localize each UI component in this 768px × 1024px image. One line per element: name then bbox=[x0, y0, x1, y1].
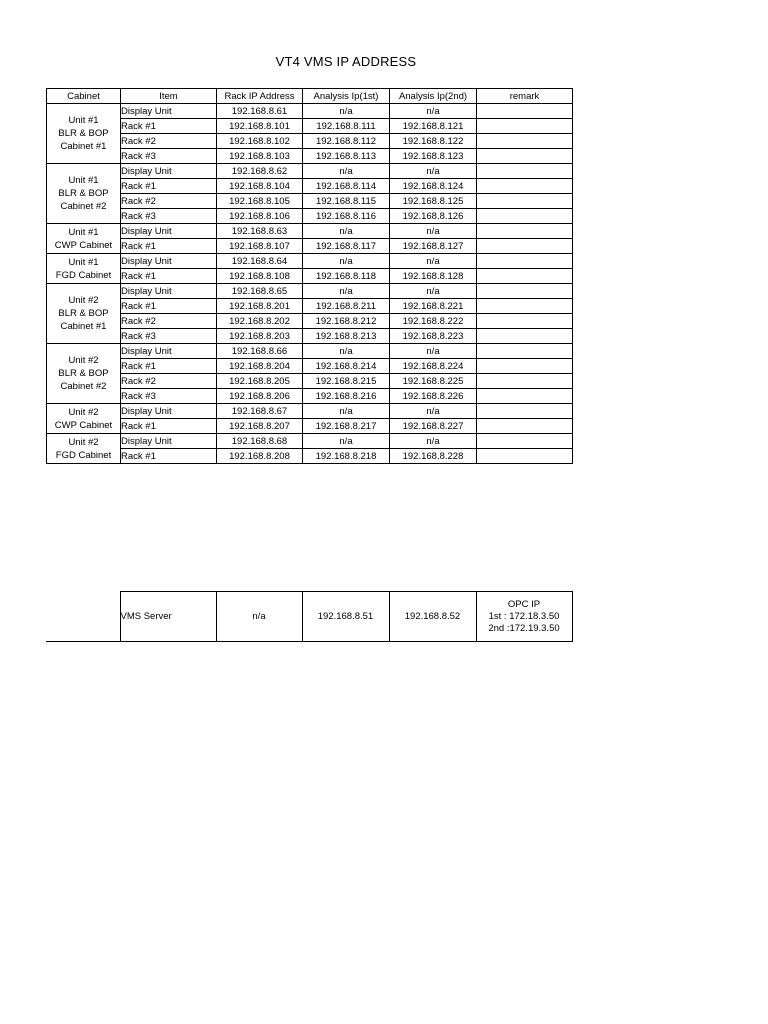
item-cell: Rack #1 bbox=[121, 119, 217, 134]
table-row bbox=[47, 284, 573, 299]
rack-ip-cell: 192.168.8.202 bbox=[217, 314, 303, 329]
analysis-1st-cell: 192.168.8.115 bbox=[303, 194, 390, 209]
analysis-1st-cell: 192.168.8.213 bbox=[303, 329, 390, 344]
analysis-1st-cell: n/a bbox=[303, 224, 390, 239]
analysis-2nd-cell: n/a bbox=[390, 224, 477, 239]
analysis-2nd-cell: n/a bbox=[390, 164, 477, 179]
rack-ip-cell: 192.168.8.102 bbox=[217, 134, 303, 149]
table-row bbox=[47, 449, 573, 464]
item-cell: Rack #3 bbox=[121, 389, 217, 404]
cabinet-label-line: Unit #2 bbox=[68, 355, 99, 366]
rack-ip-cell: 192.168.8.62 bbox=[217, 164, 303, 179]
server-remark-line: OPC IP bbox=[507, 598, 541, 610]
server-remark bbox=[476, 592, 572, 642]
table-row bbox=[47, 374, 573, 389]
item-cell: Rack #1 bbox=[121, 239, 217, 254]
cabinet-label-line: BLR & BOP bbox=[58, 368, 109, 379]
table-row bbox=[47, 209, 573, 224]
analysis-1st-cell: 192.168.8.211 bbox=[303, 299, 390, 314]
cabinet-label-line: CWP Cabinet bbox=[54, 239, 113, 251]
analysis-2nd-cell: 192.168.8.128 bbox=[390, 269, 477, 284]
analysis-2nd-cell: n/a bbox=[390, 254, 477, 269]
table-row bbox=[47, 419, 573, 434]
item-cell: Rack #1 bbox=[121, 419, 217, 434]
remark-cell bbox=[477, 344, 573, 359]
item-cell: Rack #3 bbox=[121, 329, 217, 344]
item-cell: Display Unit bbox=[121, 434, 217, 449]
item-cell: Display Unit bbox=[121, 254, 217, 269]
server-empty-cell bbox=[46, 592, 120, 642]
rack-ip-cell: 192.168.8.108 bbox=[217, 269, 303, 284]
analysis-2nd-cell: 192.168.8.122 bbox=[390, 134, 477, 149]
rack-ip-cell: 192.168.8.208 bbox=[217, 449, 303, 464]
cabinet-label-line: FGD Cabinet bbox=[55, 269, 112, 281]
table-row bbox=[47, 179, 573, 194]
remark-cell bbox=[477, 329, 573, 344]
table-row bbox=[47, 149, 573, 164]
header-rack-ip: Rack IP Address bbox=[217, 89, 303, 104]
item-cell: Display Unit bbox=[121, 164, 217, 179]
item-cell: Rack #3 bbox=[121, 149, 217, 164]
analysis-2nd-cell: 192.168.8.223 bbox=[390, 329, 477, 344]
analysis-2nd-cell: n/a bbox=[390, 104, 477, 119]
rack-ip-cell: 192.168.8.205 bbox=[217, 374, 303, 389]
item-cell: Rack #1 bbox=[121, 359, 217, 374]
cabinet-cell bbox=[47, 284, 121, 344]
cabinet-label-line: BLR & BOP bbox=[58, 128, 109, 139]
remark-cell bbox=[477, 314, 573, 329]
cabinet-label-line: Cabinet #2 bbox=[60, 201, 107, 212]
rack-ip-cell: 192.168.8.201 bbox=[217, 299, 303, 314]
analysis-1st-cell: 192.168.8.118 bbox=[303, 269, 390, 284]
remark-cell bbox=[477, 209, 573, 224]
remark-cell bbox=[477, 389, 573, 404]
cabinet-label-line: Unit #2 bbox=[68, 436, 99, 448]
analysis-2nd-cell: n/a bbox=[390, 434, 477, 449]
remark-cell bbox=[477, 254, 573, 269]
remark-cell bbox=[477, 419, 573, 434]
table-row bbox=[47, 269, 573, 284]
ip-table-body bbox=[47, 104, 573, 464]
item-cell: Rack #1 bbox=[121, 179, 217, 194]
rack-ip-cell: 192.168.8.104 bbox=[217, 179, 303, 194]
item-cell: Rack #3 bbox=[121, 209, 217, 224]
rack-ip-cell: 192.168.8.207 bbox=[217, 419, 303, 434]
cabinet-label-line: Unit #1 bbox=[68, 115, 99, 126]
remark-cell bbox=[477, 269, 573, 284]
analysis-1st-cell: n/a bbox=[303, 164, 390, 179]
item-cell: Display Unit bbox=[121, 284, 217, 299]
table-row bbox=[47, 434, 573, 449]
analysis-1st-cell: n/a bbox=[303, 404, 390, 419]
table-row bbox=[47, 254, 573, 269]
server-analysis-1st: 192.168.8.51 bbox=[302, 592, 389, 642]
cabinet-cell bbox=[47, 434, 121, 464]
analysis-1st-cell: 192.168.8.114 bbox=[303, 179, 390, 194]
remark-cell bbox=[477, 299, 573, 314]
table-row bbox=[47, 194, 573, 209]
analysis-1st-cell: 192.168.8.218 bbox=[303, 449, 390, 464]
cabinet-label-line: Cabinet #1 bbox=[60, 141, 107, 152]
vms-server-table bbox=[46, 591, 573, 642]
remark-cell bbox=[477, 449, 573, 464]
cabinet-cell bbox=[47, 224, 121, 254]
rack-ip-cell: 192.168.8.101 bbox=[217, 119, 303, 134]
analysis-1st-cell: 192.168.8.111 bbox=[303, 119, 390, 134]
item-cell: Display Unit bbox=[121, 104, 217, 119]
analysis-2nd-cell: 192.168.8.127 bbox=[390, 239, 477, 254]
item-cell: Display Unit bbox=[121, 404, 217, 419]
analysis-1st-cell: n/a bbox=[303, 434, 390, 449]
header-cabinet: Cabinet bbox=[47, 89, 121, 104]
remark-cell bbox=[477, 359, 573, 374]
analysis-1st-cell: 192.168.8.216 bbox=[303, 389, 390, 404]
analysis-1st-cell: n/a bbox=[303, 284, 390, 299]
analysis-1st-cell: 192.168.8.214 bbox=[303, 359, 390, 374]
item-cell: Rack #2 bbox=[121, 134, 217, 149]
remark-cell bbox=[477, 104, 573, 119]
analysis-1st-cell: 192.168.8.113 bbox=[303, 149, 390, 164]
analysis-2nd-cell: 192.168.8.126 bbox=[390, 209, 477, 224]
remark-cell bbox=[477, 239, 573, 254]
rack-ip-cell: 192.168.8.66 bbox=[217, 344, 303, 359]
header-remark: remark bbox=[477, 89, 573, 104]
page-title: VT4 VMS IP ADDRESS bbox=[275, 54, 417, 69]
server-item: VMS Server bbox=[120, 592, 216, 642]
rack-ip-cell: 192.168.8.68 bbox=[217, 434, 303, 449]
server-remark-line: 2nd :172.19.3.50 bbox=[488, 622, 560, 634]
cabinet-label-line: Cabinet #1 bbox=[60, 321, 107, 332]
header-item: Item bbox=[121, 89, 217, 104]
table-row bbox=[47, 239, 573, 254]
analysis-2nd-cell: 192.168.8.121 bbox=[390, 119, 477, 134]
remark-cell bbox=[477, 404, 573, 419]
cabinet-label-line: Unit #2 bbox=[68, 295, 99, 306]
analysis-1st-cell: 192.168.8.112 bbox=[303, 134, 390, 149]
server-rack-ip: n/a bbox=[216, 592, 302, 642]
table-row bbox=[47, 389, 573, 404]
analysis-1st-cell: n/a bbox=[303, 104, 390, 119]
cabinet-label-line: Unit #1 bbox=[68, 256, 99, 268]
analysis-1st-cell: 192.168.8.217 bbox=[303, 419, 390, 434]
analysis-2nd-cell: 192.168.8.225 bbox=[390, 374, 477, 389]
analysis-2nd-cell: 192.168.8.224 bbox=[390, 359, 477, 374]
item-cell: Rack #1 bbox=[121, 299, 217, 314]
remark-cell bbox=[477, 224, 573, 239]
cabinet-cell bbox=[47, 404, 121, 434]
remark-cell bbox=[477, 149, 573, 164]
cabinet-cell bbox=[47, 254, 121, 284]
analysis-1st-cell: 192.168.8.212 bbox=[303, 314, 390, 329]
server-remark-line: 1st : 172.18.3.50 bbox=[488, 610, 560, 622]
analysis-2nd-cell: 192.168.8.221 bbox=[390, 299, 477, 314]
analysis-1st-cell: n/a bbox=[303, 254, 390, 269]
analysis-2nd-cell: 192.168.8.228 bbox=[390, 449, 477, 464]
analysis-1st-cell: 192.168.8.215 bbox=[303, 374, 390, 389]
item-cell: Rack #2 bbox=[121, 194, 217, 209]
cabinet-label-line: Unit #2 bbox=[68, 406, 99, 418]
rack-ip-cell: 192.168.8.64 bbox=[217, 254, 303, 269]
rack-ip-cell: 192.168.8.107 bbox=[217, 239, 303, 254]
table-row bbox=[47, 359, 573, 374]
rack-ip-cell: 192.168.8.204 bbox=[217, 359, 303, 374]
analysis-2nd-cell: 192.168.8.123 bbox=[390, 149, 477, 164]
server-analysis-2nd: 192.168.8.52 bbox=[389, 592, 476, 642]
analysis-2nd-cell: n/a bbox=[390, 344, 477, 359]
table-row bbox=[47, 134, 573, 149]
analysis-2nd-cell: 192.168.8.226 bbox=[390, 389, 477, 404]
table-row bbox=[47, 299, 573, 314]
cabinet-label-line: FGD Cabinet bbox=[55, 449, 112, 461]
cabinet-label-line: CWP Cabinet bbox=[54, 419, 113, 431]
cabinet-label-line: Unit #1 bbox=[68, 175, 99, 186]
rack-ip-cell: 192.168.8.105 bbox=[217, 194, 303, 209]
remark-cell bbox=[477, 179, 573, 194]
item-cell: Rack #1 bbox=[121, 449, 217, 464]
remark-cell bbox=[477, 134, 573, 149]
remark-cell bbox=[477, 164, 573, 179]
analysis-2nd-cell: n/a bbox=[390, 404, 477, 419]
server-row bbox=[46, 592, 572, 642]
analysis-2nd-cell: 192.168.8.227 bbox=[390, 419, 477, 434]
item-cell: Display Unit bbox=[121, 344, 217, 359]
cabinet-cell bbox=[47, 104, 121, 164]
cabinet-cell bbox=[47, 164, 121, 224]
rack-ip-cell: 192.168.8.61 bbox=[217, 104, 303, 119]
cabinet-label-line: BLR & BOP bbox=[58, 188, 109, 199]
cabinet-label-line: Unit #1 bbox=[68, 226, 99, 238]
table-row bbox=[47, 224, 573, 239]
analysis-1st-cell: 192.168.8.117 bbox=[303, 239, 390, 254]
item-cell: Rack #1 bbox=[121, 269, 217, 284]
remark-cell bbox=[477, 119, 573, 134]
analysis-2nd-cell: n/a bbox=[390, 284, 477, 299]
header-analysis-1st: Analysis Ip(1st) bbox=[303, 89, 390, 104]
remark-cell bbox=[477, 374, 573, 389]
item-cell: Display Unit bbox=[121, 224, 217, 239]
item-cell: Rack #2 bbox=[121, 314, 217, 329]
rack-ip-cell: 192.168.8.106 bbox=[217, 209, 303, 224]
ip-address-table bbox=[46, 88, 573, 464]
rack-ip-cell: 192.168.8.67 bbox=[217, 404, 303, 419]
header-row bbox=[47, 89, 573, 104]
table-row bbox=[47, 329, 573, 344]
analysis-2nd-cell: 192.168.8.125 bbox=[390, 194, 477, 209]
header-analysis-2nd: Analysis Ip(2nd) bbox=[390, 89, 477, 104]
rack-ip-cell: 192.168.8.63 bbox=[217, 224, 303, 239]
table-row bbox=[47, 344, 573, 359]
rack-ip-cell: 192.168.8.65 bbox=[217, 284, 303, 299]
analysis-2nd-cell: 192.168.8.124 bbox=[390, 179, 477, 194]
table-row bbox=[47, 104, 573, 119]
cabinet-label-line: BLR & BOP bbox=[58, 308, 109, 319]
rack-ip-cell: 192.168.8.206 bbox=[217, 389, 303, 404]
analysis-1st-cell: 192.168.8.116 bbox=[303, 209, 390, 224]
analysis-1st-cell: n/a bbox=[303, 344, 390, 359]
analysis-2nd-cell: 192.168.8.222 bbox=[390, 314, 477, 329]
cabinet-label-line: Cabinet #2 bbox=[60, 381, 107, 392]
remark-cell bbox=[477, 434, 573, 449]
cabinet-cell bbox=[47, 344, 121, 404]
table-row bbox=[47, 314, 573, 329]
remark-cell bbox=[477, 284, 573, 299]
remark-cell bbox=[477, 194, 573, 209]
rack-ip-cell: 192.168.8.103 bbox=[217, 149, 303, 164]
rack-ip-cell: 192.168.8.203 bbox=[217, 329, 303, 344]
table-row bbox=[47, 404, 573, 419]
table-row bbox=[47, 164, 573, 179]
item-cell: Rack #2 bbox=[121, 374, 217, 389]
table-row bbox=[47, 119, 573, 134]
